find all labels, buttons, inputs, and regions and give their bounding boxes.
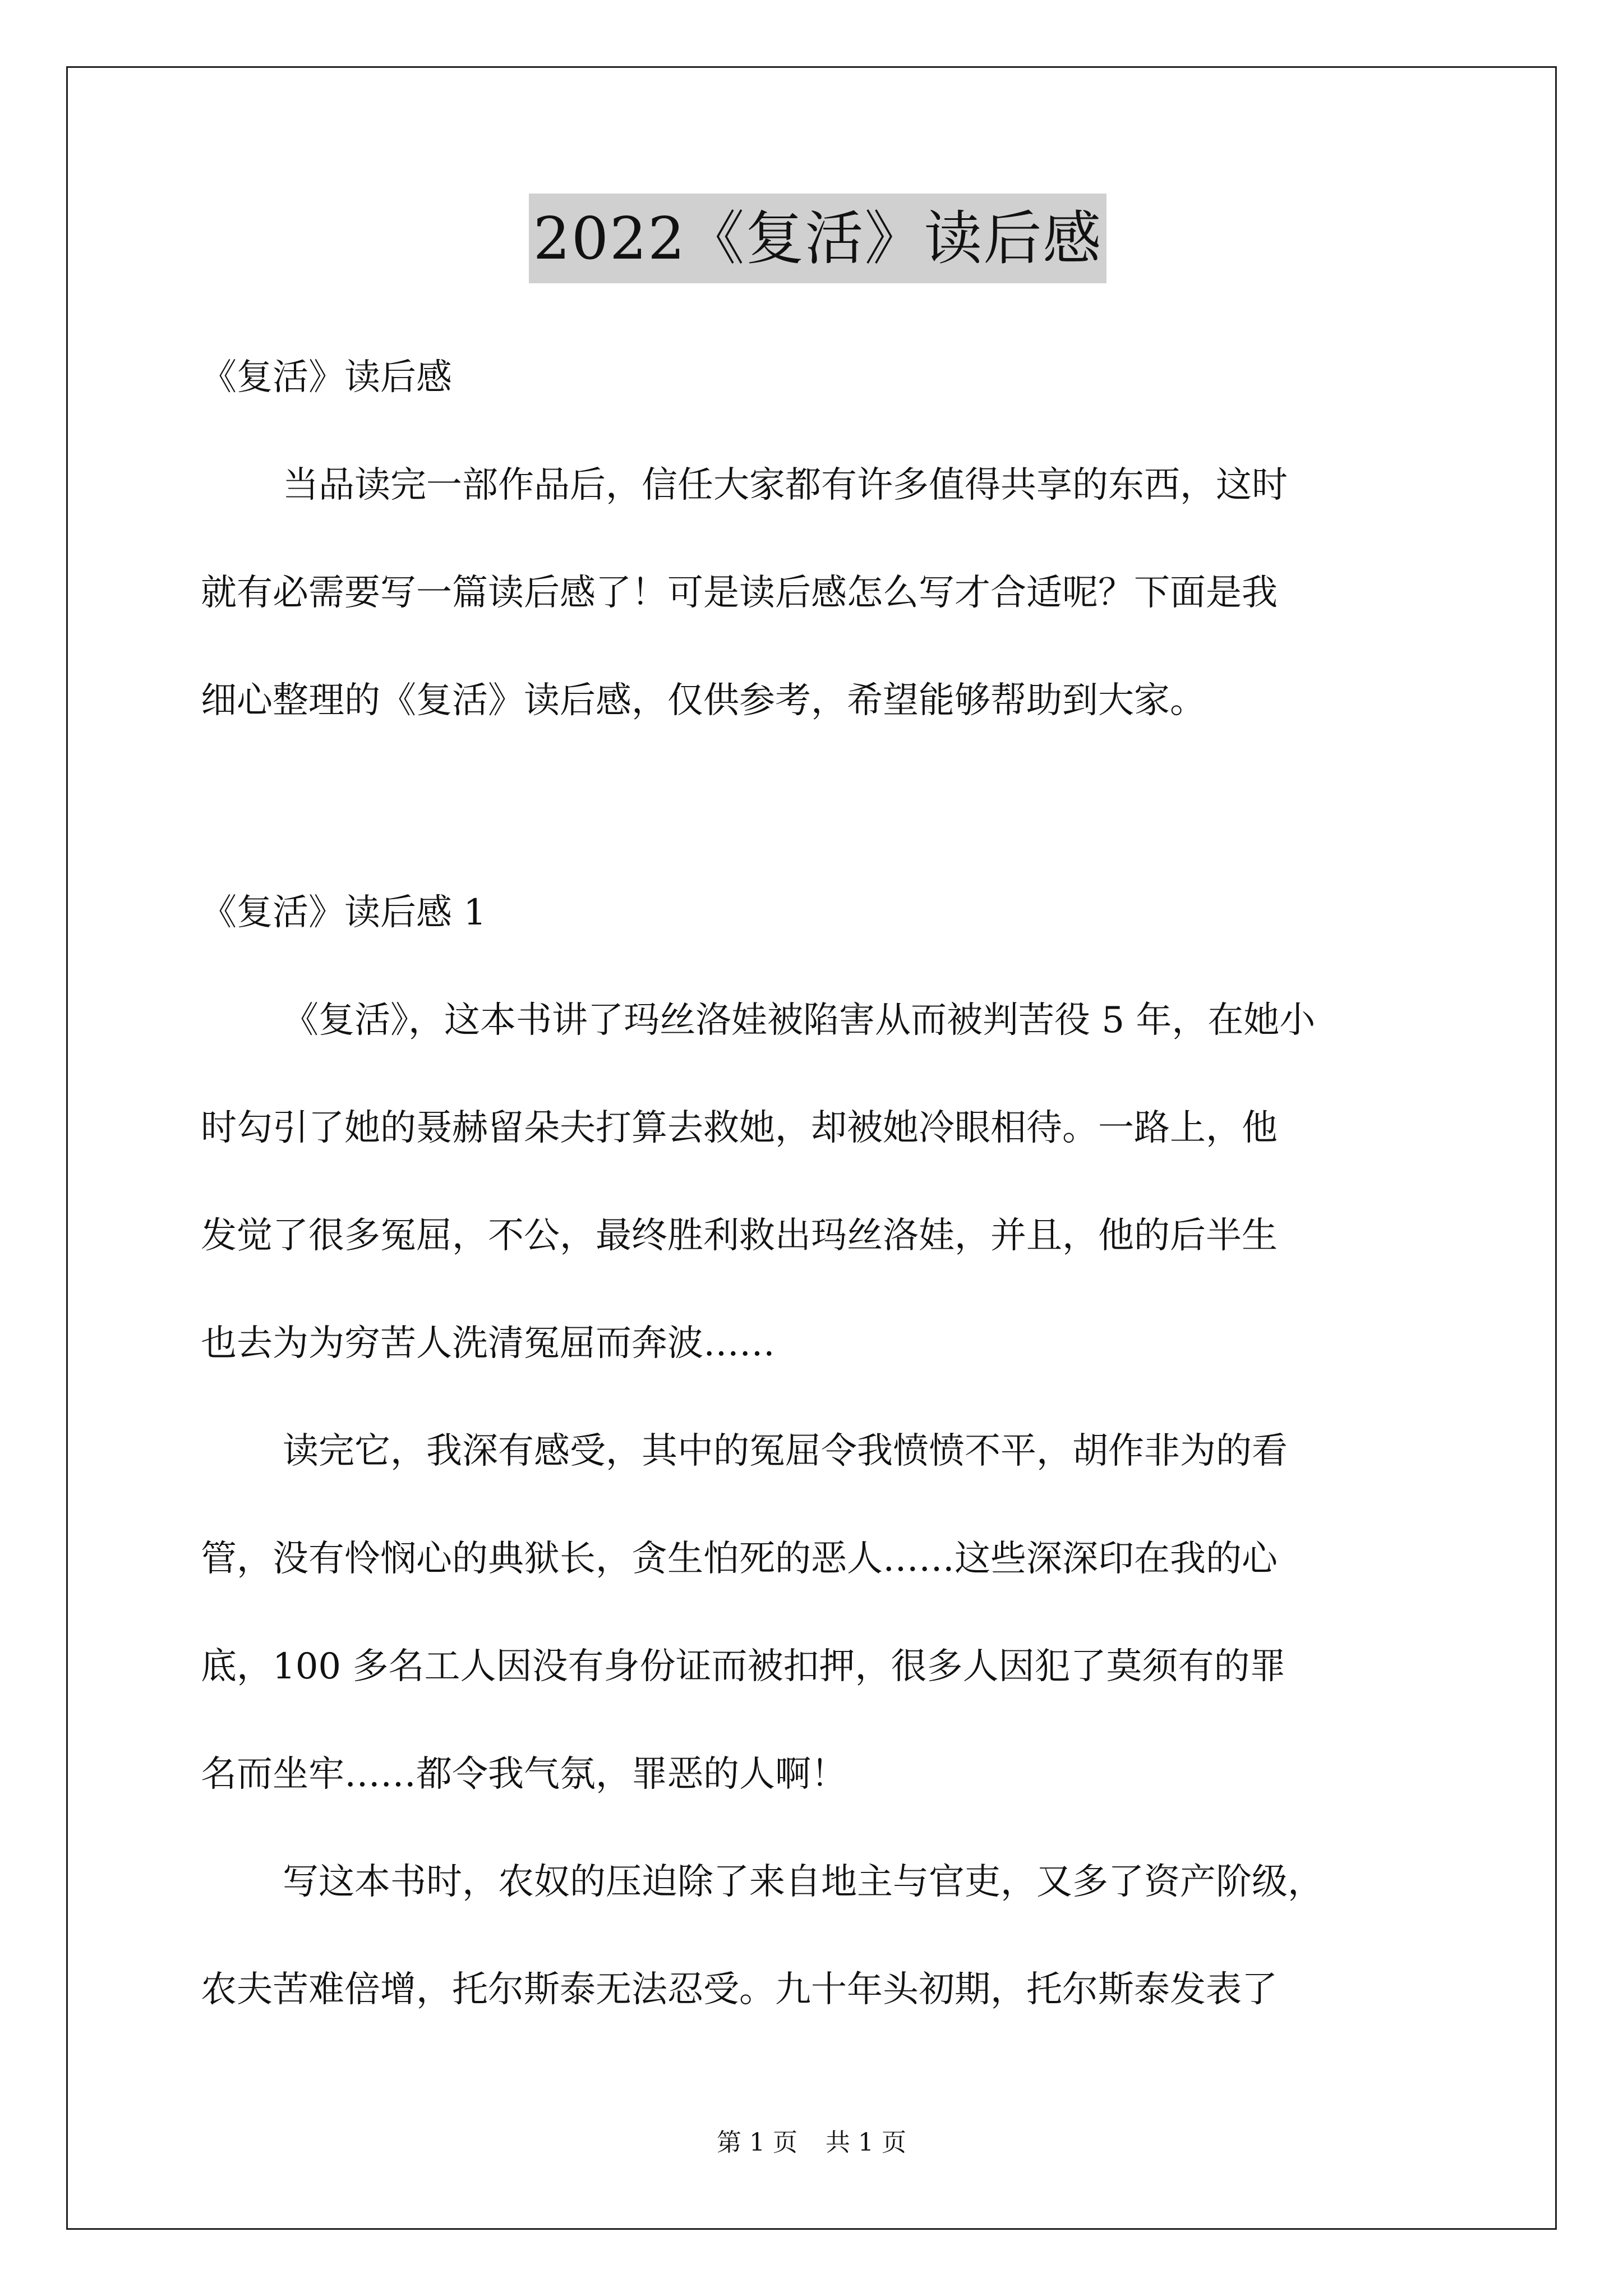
section-heading: 《复活》读后感 1 bbox=[201, 892, 487, 933]
body-line-3: 发觉了很多冤屈，不公，最终胜利救出玛丝洛娃，并且，他的后半生 bbox=[201, 1215, 1278, 1257]
page-number: 第 1 页 bbox=[717, 2128, 797, 2157]
intro-line-3: 细心整理的《复活》读后感，仅供参考，希望能够帮助到大家。 bbox=[201, 680, 1206, 721]
body-line-1: 《复活》，这本书讲了玛丝洛娃被陷害从而被判苦役 5 年，在她小 bbox=[283, 1000, 1316, 1041]
body-line-9: 写这本书时，农奴的压迫除了来自地主与官吏，又多了资产阶级， bbox=[283, 1861, 1324, 1903]
body-line-10: 农夫苦难倍增，托尔斯泰无法忍受。九十年头初期，托尔斯泰发表了 bbox=[201, 1969, 1278, 2010]
body-line-6: 管，没有怜悯心的典狱长，贪生怕死的恶人……这些深深印在我的心 bbox=[201, 1538, 1278, 1580]
body-line-4: 也去为为穷苦人洗清冤屈而奔波…… bbox=[201, 1323, 775, 1364]
body-line-2: 时勾引了她的聂赫留朵夫打算去救她，却被她冷眼相待。一路上，他 bbox=[201, 1107, 1278, 1149]
page-footer bbox=[0, 2126, 1623, 2160]
body-line-5: 读完它，我深有感受，其中的冤屈令我愤愤不平，胡作非为的看 bbox=[283, 1430, 1288, 1472]
body-line-8: 名而坐牢……都令我气氛，罪恶的人啊！ bbox=[201, 1754, 847, 1795]
intro-line-2: 就有必需要写一篇读后感了！可是读后感怎么写才合适呢？下面是我 bbox=[201, 572, 1278, 614]
intro-line-1: 当品读完一部作品后，信任大家都有许多值得共享的东西，这时 bbox=[283, 464, 1288, 506]
body-line-7: 底，100 多名工人因没有身份证而被扣押，很多人因犯了莫须有的罪 bbox=[201, 1646, 1286, 1687]
subtitle: 《复活》读后感 bbox=[201, 357, 452, 398]
title-wrapper bbox=[201, 194, 1435, 283]
document-title: 2022《复活》读后感 bbox=[529, 194, 1107, 283]
page-total: 共 1 页 bbox=[826, 2128, 906, 2157]
